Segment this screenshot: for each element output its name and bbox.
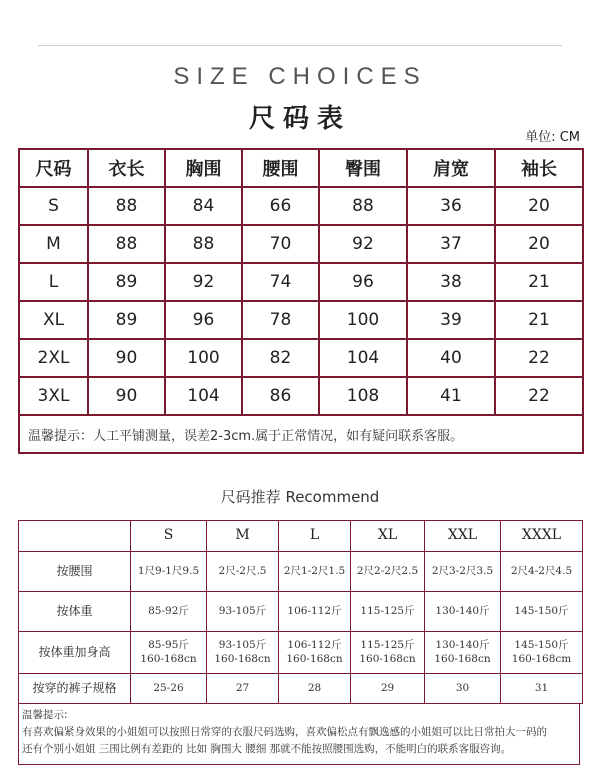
cell-line: 29 [380,681,395,694]
value-cell: 66 [242,187,319,225]
value-cell: 88 [88,225,165,263]
cell-line: 1尺9-1尺9.5 [137,564,200,577]
row-label: 按腰围 [19,552,131,592]
size-table [18,148,584,454]
cell-line: 93-105斤 [218,604,267,617]
value-cell: 40 [407,339,495,377]
measure-note: 温馨提示：人工平铺测量，误差2-3cm.属于正常情况，如有疑问联系客服。 [19,415,583,453]
header-cell: 尺码 [19,149,88,187]
recommend-table [18,520,583,704]
size-cell: 3XL [19,377,88,415]
table-row [19,674,583,704]
value-cell: 89 [88,301,165,339]
cell-line: 2尺1-2尺1.5 [283,564,346,577]
header-cell: 衣长 [88,149,165,187]
cell-line: 85-92斤 [148,604,189,617]
value-cell [131,674,207,704]
size-cell: S [19,187,88,225]
cell-line: 160-168cm [511,652,572,665]
cell-line: 145-150斤 [514,604,569,617]
table-row [19,592,583,632]
value-cell [279,552,351,592]
size-cell: XL [19,301,88,339]
cell-line: 115-125斤 [360,639,415,652]
value-cell: 92 [165,263,242,301]
size-cell: M [19,225,88,263]
tips-line-2: 还有个别小姐姐 三围比例有差距的 比如 胸围大 腰细 那就不能按照腰围选购，不能明白的联系客服咨询。 [22,743,512,755]
cell-line: 85-95斤 [148,639,189,652]
header-cell: 胸围 [165,149,242,187]
value-cell: 88 [319,187,407,225]
tips-title: 温馨提示: [22,709,68,721]
tips-line-1: 有喜欢偏紧身效果的小姐姐可以按照日常穿的衣服尺码选购，喜欢偏松点有飘逸感的小姐姐可以比日常拍大一码的 [22,726,547,738]
table-row [19,377,583,415]
value-cell [279,632,351,674]
table-row [19,225,583,263]
value-cell [131,552,207,592]
header-cell [19,521,131,552]
value-cell [351,674,425,704]
cell-line: 2尺2-2尺2.5 [356,564,419,577]
cell-line: 28 [307,681,322,694]
header-cell: 腰围 [242,149,319,187]
row-label: 按体重 [19,592,131,632]
unit-label: 单位: CM [525,130,580,145]
value-cell: 100 [319,301,407,339]
cell-line: 2尺-2尺.5 [218,564,267,577]
value-cell [501,674,583,704]
value-cell: 108 [319,377,407,415]
cell-line: 27 [235,681,250,694]
cell-line: 93-105斤 [218,639,267,652]
cell-line: 30 [455,681,470,694]
value-cell: 22 [495,339,583,377]
size-cell: 2XL [19,339,88,377]
header-cell: XXL [425,521,501,552]
header-cell: L [279,521,351,552]
value-cell [207,674,279,704]
value-cell [207,592,279,632]
value-cell [207,552,279,592]
value-cell [279,592,351,632]
cell-line: 106-112斤 [287,639,342,652]
value-cell [279,674,351,704]
value-cell: 90 [88,377,165,415]
value-cell: 41 [407,377,495,415]
value-cell: 39 [407,301,495,339]
value-cell: 70 [242,225,319,263]
header-cell: XL [351,521,425,552]
value-cell [131,592,207,632]
value-cell: 92 [319,225,407,263]
value-cell: 36 [407,187,495,225]
cell-line: 130-140斤 [435,639,490,652]
value-cell [425,674,501,704]
value-cell [351,552,425,592]
value-cell [351,592,425,632]
cell-line: 31 [534,681,549,694]
cell-line: 160-168cn [434,652,491,665]
value-cell [425,552,501,592]
cell-line: 160-168cn [214,652,271,665]
value-cell [425,592,501,632]
value-cell: 38 [407,263,495,301]
value-cell: 74 [242,263,319,301]
table-row [19,263,583,301]
table-row [19,552,583,592]
value-cell: 100 [165,339,242,377]
header-cell: 袖长 [495,149,583,187]
value-cell: 20 [495,225,583,263]
value-cell [351,632,425,674]
value-cell: 104 [319,339,407,377]
value-cell: 88 [88,187,165,225]
cell-line: 160-168cn [286,652,343,665]
value-cell: 78 [242,301,319,339]
cell-line: 2尺4-2尺4.5 [510,564,573,577]
value-cell: 104 [165,377,242,415]
cell-line: 160-168cn [140,652,197,665]
value-cell: 84 [165,187,242,225]
value-cell: 88 [165,225,242,263]
value-cell: 86 [242,377,319,415]
header-cell: M [207,521,279,552]
cell-line: 145-150斤 [514,639,569,652]
row-label: 按体重加身高 [19,632,131,674]
recommend-title: 尺码推荐 Recommend [220,488,380,506]
value-cell: 90 [88,339,165,377]
cell-line: 115-125斤 [360,604,415,617]
tips-box [18,703,580,765]
recommend-header [19,521,583,552]
cell-line: 25-26 [153,681,184,694]
table-row [19,339,583,377]
header-cell: 臀围 [319,149,407,187]
value-cell [501,632,583,674]
top-divider [38,45,562,46]
cell-line: 160-168cn [359,652,416,665]
table-row [19,187,583,225]
cell-line: 2尺3-2尺3.5 [431,564,494,577]
value-cell: 96 [319,263,407,301]
title-english: SIZE CHOICES [173,63,427,90]
cell-line: 130-140斤 [435,604,490,617]
cell-line: 106-112斤 [287,604,342,617]
value-cell: 21 [495,263,583,301]
row-label: 按穿的裤子规格 [19,674,131,704]
value-cell: 89 [88,263,165,301]
size-table-header [19,149,583,187]
value-cell: 37 [407,225,495,263]
value-cell [501,552,583,592]
size-cell: L [19,263,88,301]
title-chinese: 尺码表 [248,104,351,134]
value-cell: 82 [242,339,319,377]
header-cell: XXXL [501,521,583,552]
value-cell [131,632,207,674]
header-cell: S [131,521,207,552]
table-row [19,632,583,674]
value-cell: 96 [165,301,242,339]
value-cell [207,632,279,674]
note-row [19,415,583,453]
value-cell: 21 [495,301,583,339]
value-cell: 22 [495,377,583,415]
table-row [19,301,583,339]
value-cell [425,632,501,674]
header-cell: 肩宽 [407,149,495,187]
value-cell [501,592,583,632]
value-cell: 20 [495,187,583,225]
